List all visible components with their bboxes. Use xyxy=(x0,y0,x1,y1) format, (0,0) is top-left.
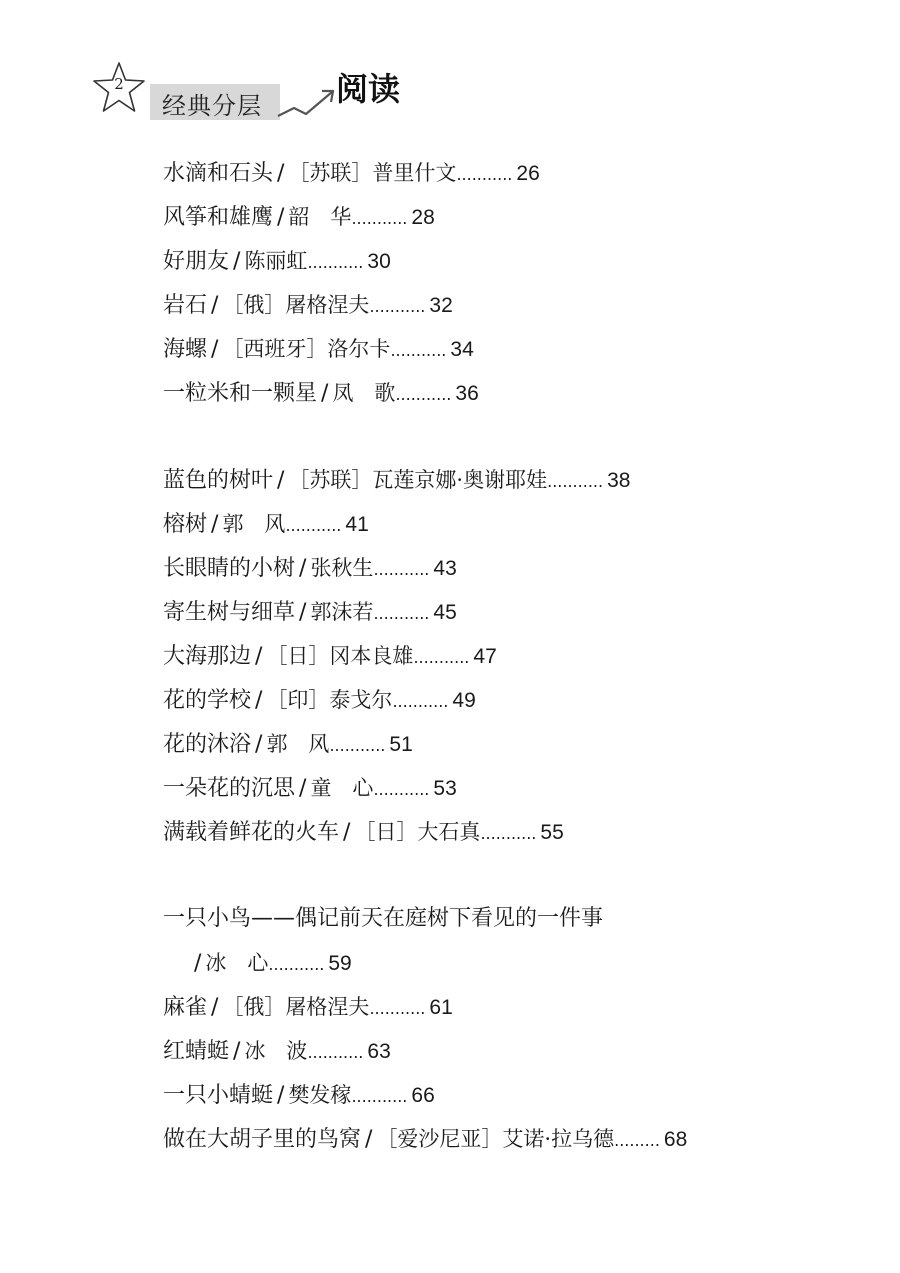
entry-title: 一朵花的沉思 xyxy=(163,776,296,801)
entry-page: 63 xyxy=(367,1040,391,1063)
leader-dots: ........... xyxy=(351,209,408,228)
entry-author: 郭 风 xyxy=(222,512,286,536)
separator: / xyxy=(233,249,241,274)
leader-dots: ........... xyxy=(373,560,430,579)
toc-entry[interactable] xyxy=(163,158,540,190)
toc-entry[interactable] xyxy=(163,509,369,541)
entry-title: 一只小蜻蜓 xyxy=(163,1083,274,1108)
toc-entry-continuation[interactable] xyxy=(190,948,352,980)
page-number: 2 xyxy=(114,75,124,93)
entry-page: 38 xyxy=(607,469,631,492)
toc-entry[interactable] xyxy=(163,729,413,761)
entry-title: 做在大胡子里的鸟窝 xyxy=(163,1127,362,1152)
leader-dots: ........... xyxy=(456,165,513,184)
toc-entry[interactable] xyxy=(163,334,474,366)
entry-author: ［印］泰戈尔 xyxy=(266,688,393,712)
toc-entry[interactable] xyxy=(163,992,453,1024)
leader-dots: ........... xyxy=(395,385,452,404)
entry-author: ［西班牙］洛尔卡 xyxy=(222,337,391,361)
entry-title: 麻雀 xyxy=(163,995,208,1020)
separator: / xyxy=(233,1039,241,1064)
leader-dots: ........... xyxy=(373,780,430,799)
toc-entry[interactable] xyxy=(163,290,453,322)
entry-page: 47 xyxy=(473,645,497,668)
leader-dots: ........... xyxy=(369,999,426,1018)
entry-author: ［日］冈本良雄 xyxy=(266,644,414,668)
entry-title: 榕树 xyxy=(163,512,208,537)
entry-author: ［俄］屠格涅夫 xyxy=(222,293,370,317)
leader-dots: ........... xyxy=(307,1043,364,1062)
entry-author: 冰 波 xyxy=(244,1039,308,1063)
entry-page: 32 xyxy=(429,294,453,317)
separator: / xyxy=(299,556,307,581)
separator: / xyxy=(211,337,219,362)
entry-author: 陈丽虹 xyxy=(244,249,308,273)
entry-author: ［日］大石真 xyxy=(354,820,481,844)
entry-page: 28 xyxy=(411,206,435,229)
leader-dots: ........... xyxy=(392,692,449,711)
entry-page: 41 xyxy=(345,513,369,536)
entry-title: 一粒米和一颗星 xyxy=(163,381,318,406)
entry-title: 红蜻蜓 xyxy=(163,1039,230,1064)
leader-dots: ........... xyxy=(480,824,537,843)
entry-page: 68 xyxy=(663,1128,688,1151)
toc-entry[interactable] xyxy=(163,202,435,234)
entry-author: ［爱沙尼亚］艾诺·拉乌德 xyxy=(376,1127,615,1151)
separator: / xyxy=(277,205,285,230)
leader-dots: ........... xyxy=(413,648,470,667)
separator: / xyxy=(194,951,202,976)
entry-page: 36 xyxy=(455,382,479,405)
section-title: 阅读 xyxy=(336,70,401,108)
entry-page: 49 xyxy=(452,689,476,712)
separator: / xyxy=(277,468,285,493)
toc-entry[interactable] xyxy=(163,1036,391,1068)
entry-title: 岩石 xyxy=(163,293,208,318)
entry-title: 满载着鲜花的火车 xyxy=(163,820,340,845)
entry-author: 张秋生 xyxy=(310,556,374,580)
entry-title: 海螺 xyxy=(163,337,208,362)
entry-title: 花的沐浴 xyxy=(163,732,252,757)
entry-title: 长眼睛的小树 xyxy=(163,556,296,581)
entry-author: ［俄］屠格涅夫 xyxy=(222,995,370,1019)
separator: / xyxy=(277,1083,285,1108)
separator: / xyxy=(299,600,307,625)
entry-page: 66 xyxy=(411,1084,435,1107)
separator: / xyxy=(255,688,263,713)
toc-entry[interactable] xyxy=(163,773,457,805)
toc-entry[interactable] xyxy=(163,685,476,717)
toc-entry[interactable] xyxy=(163,641,497,673)
separator: / xyxy=(211,995,219,1020)
toc-entry[interactable] xyxy=(163,1124,687,1156)
entry-title: 一只小鸟——偶记前天在庭树下看见的一件事 xyxy=(163,906,604,931)
entry-page: 30 xyxy=(367,250,391,273)
entry-author: 童 心 xyxy=(310,776,374,800)
leader-dots: ......... xyxy=(614,1131,660,1150)
entry-page: 43 xyxy=(433,557,457,580)
toc-entry[interactable] xyxy=(163,553,457,585)
toc-entry[interactable] xyxy=(163,378,479,410)
separator: / xyxy=(299,776,307,801)
entry-title: 蓝色的树叶 xyxy=(163,468,274,493)
leader-dots: ........... xyxy=(285,516,342,535)
separator: / xyxy=(211,512,219,537)
leader-dots: ........... xyxy=(547,472,604,491)
separator: / xyxy=(211,293,219,318)
leader-dots: ........... xyxy=(329,736,386,755)
toc-entry[interactable] xyxy=(163,246,391,278)
separator: / xyxy=(321,381,329,406)
entry-title: 花的学校 xyxy=(163,688,252,713)
toc-entry[interactable] xyxy=(163,1080,435,1112)
entry-author: 冰 心 xyxy=(205,951,269,975)
leader-dots: ........... xyxy=(373,604,430,623)
separator: / xyxy=(343,820,351,845)
separator: / xyxy=(255,644,263,669)
separator: / xyxy=(365,1127,373,1152)
entry-title: 寄生树与细草 xyxy=(163,600,296,625)
toc-entry[interactable] xyxy=(163,904,603,934)
leader-dots: ........... xyxy=(268,955,325,974)
entry-author: 樊发稼 xyxy=(288,1083,352,1107)
entry-page: 51 xyxy=(389,733,413,756)
entry-author: 郭沫若 xyxy=(310,600,374,624)
separator: / xyxy=(277,161,285,186)
entry-author: ［苏联］普里什文 xyxy=(288,161,457,185)
entry-page: 26 xyxy=(516,162,540,185)
entry-title: 大海那边 xyxy=(163,644,252,669)
toc-entry[interactable] xyxy=(163,817,564,849)
entry-author: 凤 歌 xyxy=(332,381,396,405)
leader-dots: ........... xyxy=(390,341,447,360)
series-label: 经典分层 xyxy=(162,92,262,120)
entry-page: 53 xyxy=(433,777,457,800)
entry-author: ［苏联］瓦莲京娜·奥谢耶娃 xyxy=(288,468,548,492)
entry-author: 郭 风 xyxy=(266,732,330,756)
toc-entry[interactable] xyxy=(163,465,630,497)
entry-page: 55 xyxy=(540,821,564,844)
entry-page: 45 xyxy=(433,601,457,624)
toc-entry[interactable] xyxy=(163,597,457,629)
entry-title: 水滴和石头 xyxy=(163,161,274,186)
leader-dots: ........... xyxy=(369,297,426,316)
separator: / xyxy=(255,732,263,757)
entry-title: 好朋友 xyxy=(163,249,230,274)
entry-page: 34 xyxy=(450,338,474,361)
entry-page: 61 xyxy=(429,996,453,1019)
leader-dots: ........... xyxy=(351,1087,408,1106)
entry-page: 59 xyxy=(328,952,352,975)
leader-dots: ........... xyxy=(307,253,364,272)
entry-title: 风筝和雄鹰 xyxy=(163,205,274,230)
entry-author: 韶 华 xyxy=(288,205,352,229)
